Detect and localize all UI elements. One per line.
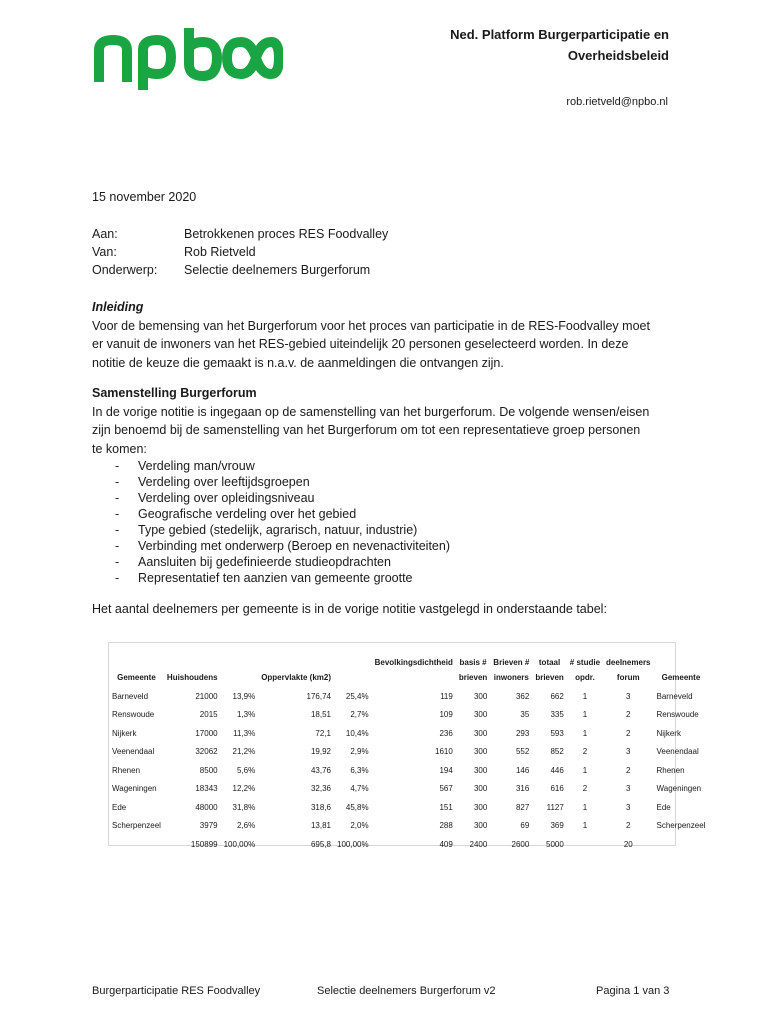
table-cell: 316 (515, 784, 530, 794)
table-cell: # studie (569, 658, 601, 667)
table-cell: 2 (626, 821, 631, 831)
meta-from-row (92, 243, 388, 261)
table-cell: 150899 (190, 839, 218, 849)
meta-subject-value: Selectie deelnemers Burgerforum (184, 263, 371, 277)
table-cell: Gemeente (661, 672, 701, 682)
table-cell: deelnemers (606, 658, 651, 667)
intro-line: notitie de keuze die gemaakt is n.a.v. de aanmeldingen die ontvangen zijn. (92, 355, 504, 370)
table-cell: 48000 (195, 802, 218, 812)
table-cell: Rhenen (112, 765, 141, 775)
table-cell: 300 (473, 728, 488, 738)
table-cell: 35 (520, 710, 530, 720)
table-cell: 25,4% (345, 691, 369, 701)
table-cell: 1 (582, 710, 588, 720)
table-row (109, 743, 708, 762)
table-header-row (109, 667, 708, 687)
table-cell: 13,81 (310, 821, 331, 831)
table-cell: Huishoudens (166, 672, 218, 682)
table-row (109, 817, 708, 836)
table-cell: basis # (459, 658, 487, 667)
meta-to-label: Aan: (92, 227, 118, 241)
table-cell: 5,6% (236, 765, 256, 775)
table-cell (334, 643, 372, 667)
meta-subject-row (92, 261, 388, 279)
table-cell: 32062 (195, 747, 218, 757)
table-cell: Renswoude (656, 710, 699, 720)
table-cell: Barneveld (656, 691, 693, 701)
table-cell: Wageningen (112, 784, 157, 794)
table-cell: 3 (626, 691, 631, 701)
table-cell: Scherpenzeel (656, 821, 706, 831)
table-cell: 72,1 (315, 728, 331, 738)
intro-line: Voor de bemensing van het Burgerforum voor het proces van participatie in de RES-Foodvalley moet (92, 318, 650, 333)
table-cell: 2 (626, 765, 631, 775)
table-cell: 300 (473, 747, 488, 757)
table-cell (654, 835, 709, 854)
footer-center: Selectie deelnemers Burgerforum v2 (317, 985, 496, 997)
table-cell: 288 (439, 821, 453, 831)
table-cell: 1 (582, 765, 588, 775)
requirements-list (92, 458, 682, 586)
table-cell: inwoners (493, 672, 529, 682)
table-cell: 8500 (199, 765, 218, 775)
table-header-row (109, 643, 708, 667)
list-item: - Aansluiten bij gedefinieerde studieopdrachten (115, 554, 682, 570)
composition-line: te komen: (92, 441, 147, 456)
table-cell: Gemeente (117, 672, 156, 682)
table-cell: Ede (112, 802, 127, 812)
table-row (109, 687, 708, 706)
meta-from-label: Van: (92, 245, 117, 259)
meta-to-value: Betrokkenen proces RES Foodvalley (184, 227, 389, 241)
table-cell: 318,6 (310, 802, 331, 812)
table-cell: 409 (439, 839, 453, 849)
table-cell: Brieven # (493, 658, 530, 667)
table-cell: 176,74 (306, 691, 331, 701)
table-cell: 662 (550, 691, 564, 701)
table-cell: 2,6% (236, 821, 256, 831)
table-cell: 13,9% (232, 691, 256, 701)
table-cell: 300 (473, 691, 488, 701)
table-cell: 10,4% (345, 728, 369, 738)
table-cell: 2015 (199, 710, 218, 720)
table-cell: 3 (626, 747, 631, 757)
memo-body (92, 298, 682, 619)
table-cell: forum (616, 672, 640, 682)
intro-heading: Inleiding (92, 300, 144, 314)
table-cell: 1 (582, 728, 588, 738)
table-cell: Ede (656, 802, 671, 812)
table-cell: brieven (458, 672, 488, 682)
table-row (109, 724, 708, 743)
table-cell: 3 (626, 784, 631, 794)
footer-left: Burgerparticipatie RES Foodvalley (92, 985, 261, 997)
table-cell: Nijkerk (656, 728, 681, 738)
composition-heading: Samenstelling Burgerforum (92, 386, 257, 400)
list-item: - Verdeling over leeftijdsgroepen (115, 474, 682, 490)
table-cell: brieven (535, 672, 564, 682)
table-cell: 369 (550, 821, 564, 831)
footer-right: Pagina 1 van 3 (596, 985, 670, 997)
table-cell: 236 (439, 728, 453, 738)
npbo-logo (93, 24, 283, 92)
table-cell: 109 (439, 710, 453, 720)
table-cell: 335 (550, 710, 564, 720)
table-cell: 32,36 (310, 784, 331, 794)
table-intro: Het aantal deelnemers per gemeente is in de vorige notitie vastgelegd in onderstaande tabel: (92, 602, 607, 616)
table-cell: Oppervlakte (km2) (261, 672, 331, 682)
table-cell (258, 643, 334, 667)
composition-line: In de vorige notitie is ingegaan op de samenstelling van het burgerforum. De volgende wensen/eisen (92, 404, 650, 419)
table-row (109, 761, 708, 780)
table-cell: 1 (582, 802, 588, 812)
table-cell: totaal (538, 658, 561, 667)
table-cell: 827 (515, 802, 530, 812)
table-cell: 2 (582, 747, 588, 757)
table-cell: 151 (439, 802, 453, 812)
composition-line: zijn benoemd bij de samenstelling van het Burgerforum om tot een representatieve groep personen (92, 423, 641, 437)
table-cell: 3979 (199, 821, 218, 831)
table-cell: 1,3% (236, 710, 256, 720)
table-cell: 567 (439, 784, 453, 794)
table-cell (164, 643, 221, 667)
table-cell: Veenendaal (656, 747, 699, 757)
table-cell: 5000 (546, 839, 564, 849)
table-cell (221, 667, 259, 687)
table-cell: 2400 (469, 839, 488, 849)
table-cell: 300 (473, 710, 488, 720)
table-cell: 593 (550, 728, 564, 738)
table-cell: 362 (515, 691, 530, 701)
organization-name (450, 24, 669, 66)
table-row (109, 706, 708, 725)
document-date: 15 november 2020 (92, 190, 197, 204)
list-item: - Verbinding met onderwerp (Beroep en nevenactiviteiten) (115, 538, 682, 554)
table-cell: 20 (623, 839, 633, 849)
table-cell: Bevolkingsdichtheid (374, 658, 453, 667)
table-cell: 69 (520, 821, 530, 831)
intro-line: er vanuit de inwoners van het RES-gebied uiteindelijk 20 personen geselecteerd worden. In deze (92, 337, 629, 351)
table-cell (334, 667, 372, 687)
table-cell: 3 (626, 802, 631, 812)
table-total-row (109, 835, 708, 854)
table-cell (109, 643, 164, 667)
table-cell: 2,9% (350, 747, 369, 757)
table-cell: 21,2% (232, 747, 256, 757)
table-cell: 2 (626, 728, 631, 738)
meta-from-value: Rob Rietveld (184, 245, 256, 259)
table-cell: 300 (473, 765, 488, 775)
table-cell: 300 (473, 821, 488, 831)
table-cell (372, 667, 456, 687)
table-cell: 100,00% (337, 839, 369, 849)
list-item: - Representatief ten aanzien van gemeente grootte (115, 570, 682, 586)
table-cell: Barneveld (112, 691, 149, 701)
table-cell: 2,7% (350, 710, 369, 720)
table-cell: 1 (582, 821, 588, 831)
table-cell: Wageningen (656, 784, 702, 794)
table-cell: 446 (550, 765, 564, 775)
table-cell: 12,2% (232, 784, 256, 794)
table-cell: 852 (550, 747, 564, 757)
table-cell (567, 835, 603, 854)
list-item: - Type gebied (stedelijk, agrarisch, natuur, industrie) (115, 522, 682, 538)
table-cell: 194 (439, 765, 453, 775)
email-address[interactable]: rob.rietveld@npbo.nl (566, 96, 668, 108)
table-cell (109, 835, 164, 854)
org-name-line1: Ned. Platform Burgerparticipatie en (450, 27, 669, 42)
table-cell: 146 (515, 765, 530, 775)
table-cell: Renswoude (112, 710, 155, 720)
participants-table (108, 642, 706, 849)
table-cell: 11,3% (233, 728, 256, 738)
org-name-line2: Overheidsbeleid (567, 48, 669, 63)
table-cell: 616 (550, 784, 564, 794)
table-cell: 2 (582, 784, 588, 794)
list-item: - Verdeling man/vrouw (115, 458, 682, 474)
table-row (109, 798, 708, 817)
table-cell: 19,92 (310, 747, 331, 757)
memo-meta (92, 225, 388, 279)
table-cell: Veenendaal (112, 747, 155, 757)
meta-to-row (92, 225, 388, 243)
table-cell: 43,76 (310, 765, 331, 775)
table-cell: Scherpenzeel (112, 821, 161, 831)
table-cell: 21000 (195, 691, 218, 701)
table-cell: 119 (440, 691, 453, 701)
table-cell: opdr. (575, 672, 595, 682)
table-cell: 17000 (195, 728, 218, 738)
table-cell: 300 (473, 784, 488, 794)
table-cell: 1 (582, 691, 588, 701)
table-row (109, 780, 708, 799)
table-cell: 1127 (546, 802, 564, 812)
table-cell: 293 (515, 728, 530, 738)
table-cell: 695,8 (310, 839, 331, 849)
table-cell: Rhenen (656, 765, 685, 775)
table-cell: 100,00% (223, 839, 256, 849)
table-cell: 6,3% (350, 765, 369, 775)
table-cell (654, 643, 709, 667)
table-cell: 1610 (435, 747, 453, 757)
table-cell: 31,8% (232, 802, 256, 812)
table-cell: 4,7% (350, 784, 369, 794)
table-cell: 45,8% (345, 802, 369, 812)
table-cell: 18,51 (310, 710, 331, 720)
table-cell: 2,0% (350, 821, 369, 831)
table-cell: 2 (626, 710, 631, 720)
table-cell: Nijkerk (112, 728, 137, 738)
table-cell: 2600 (511, 839, 530, 849)
list-item: - Geografische verdeling over het gebied (115, 506, 682, 522)
meta-subject-label: Onderwerp: (92, 263, 158, 277)
list-item: - Verdeling over opleidingsniveau (115, 490, 682, 506)
table-cell: 18343 (195, 784, 218, 794)
table-cell: 552 (515, 747, 530, 757)
table-cell (221, 643, 259, 667)
table-cell: 300 (473, 802, 488, 812)
